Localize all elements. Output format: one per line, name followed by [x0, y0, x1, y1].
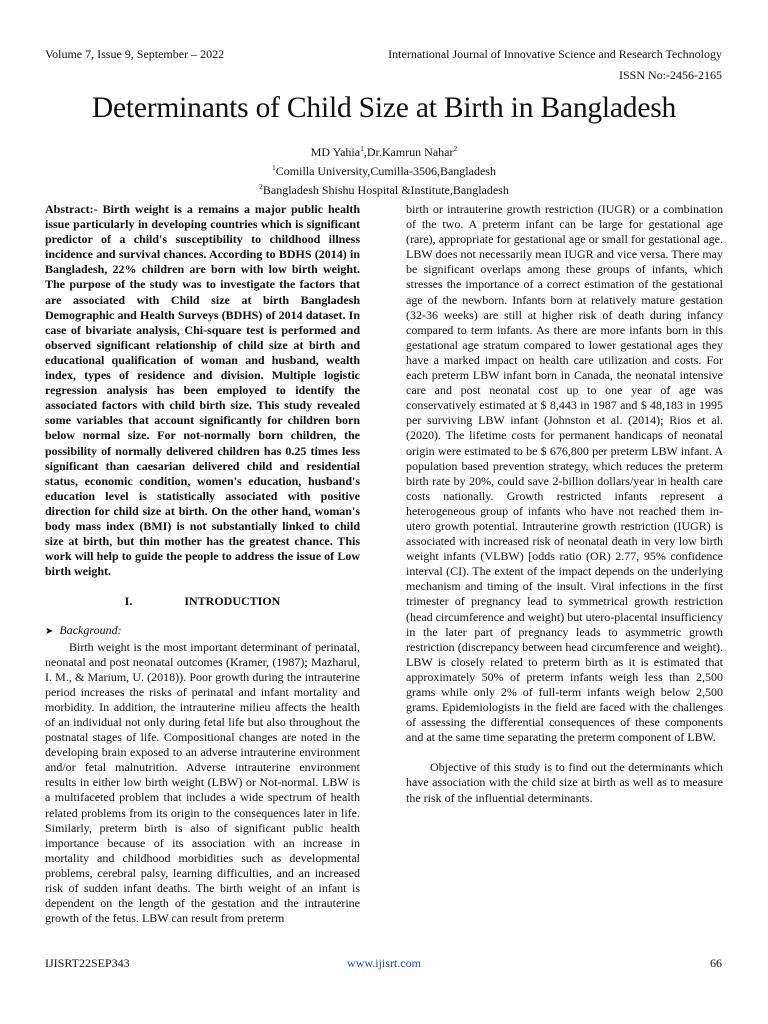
section-heading	[45, 594, 360, 609]
website-link[interactable]: www.ijisrt.com	[347, 956, 421, 970]
body-paragraph-1: Birth weight is the most important determinant of perinatal, neonatal and post neonatal outcomes (Kramer, (1987); Mazharul, I. M., & Marium, U. (2018)). Poor growth during the intrauterine period increases the risks of perinatal and infant mortality and morbidity. In addition, the intrauterine milieu affects the health of an individual not only during fetal life but also throughout the postnatal stages of life. Compositional changes are noted in the developing brain exposed to an adverse intrauterine environment and/or fetal malnutrition. Adverse intrauterine environment results in either low birth weight (LBW) or Not-normal. LBW is a multifaceted problem that includes a wide spectrum of health related problems from its origin to the consequences later in life. Similarly, preterm birth is also of significant public health importance because of its association with an increase in mortality and childhood morbidities such as developmental problems, cerebral palsy, learning difficulties, and an increased risk of sudden infant deaths. The birth weight of an infant is dependent on the length of the gestation and the intrauterine growth of the fetus. LBW can result from preterm	[45, 639, 360, 926]
affiliation-2	[0, 179, 768, 198]
paper-title: Determinants of Child Size at Birth in Bangladesh	[91, 92, 677, 124]
affiliation-1-text: Comilla University,Cumilla-3506,Bangladesh	[275, 164, 496, 178]
author-1-affil-mark: 1	[360, 144, 364, 153]
author-1: MD Yahia	[310, 145, 361, 159]
arrow-bullet-icon: ➤	[45, 626, 54, 638]
volume-info: Volume 7, Issue 9, September – 2022	[45, 47, 225, 61]
affiliation-1-mark: 1	[272, 163, 276, 172]
left-column	[45, 202, 360, 926]
body-paragraph-3: Objective of this study is to find out the determinants which have association with the child size at birth as well as to measure the risk of the influential determinants.	[406, 760, 723, 805]
body-paragraph-2: birth or intrauterine growth restriction (IUGR) or a combination of the two. A preterm infant can be large for gestational age (rare), appropriate for gestational age or small for gestational age. LBW does not necessarily mean IUGR and vice versa. There may be significant overlaps among these groups of infants, which stresses the importance of a correct estimation of the gestational age of the newborn. Infants born at relatively mature gestation (32-36 weeks) are still at higher risk of death during infancy compared to term infants. As there are more infants born in this gestational age stratum compared to lower gestational ages they have a marked impact on health care utilization and costs. For each preterm LBW infant born in Canada, the neonatal intensive care and post neonatal cost up to one year of age was conservatively estimated at $ 8,443 in 1987 and $ 48,183 in 1995 per surviving LBW infant (Johnston et al. (2014); Rios et al. (2020). The lifetime costs for permanent handicaps of neonatal origin were estimated to be $ 676,800 per preterm LBW infant. A population based prevention strategy, which reduces the preterm birth rate by 20%, could save 2-billion dollars/year in health care costs nationally. Growth restricted infants represent a heterogeneous group of infants who have not reached them in-utero growth potential. Intrauterine growth restriction (IUGR) is associated with increased risk of neonatal death in very low birth weight infants (VLBW) [odds ratio (OR) 2.77, 95% confidence interval (CI). The extent of the impact depends on the underlying mechanism and timing of the insult. Viral infections in the first trimester of pregnancy lead to symmetrical growth restriction (head circumference and weight) but utero-placental insufficiency in the later part of pregnancy leads to asymmetric growth restriction (discrepancy between head circumference and weight). LBW is closely related to preterm birth as it is estimated that approximately 50% of preterm infants weigh less than 2,500 grams while only 2% of full-term infants weigh below 2,500 grams. Epidemiologists in the field are faced with the challenges of assessing the differential consequences of these components and at the same time separating the preterm component of LBW.	[406, 202, 723, 745]
affiliation-2-mark: 2	[259, 182, 263, 191]
issn: ISSN No:-2456-2165	[618, 68, 722, 82]
subheading	[45, 623, 360, 639]
abstract: Abstract:- Birth weight is a remains a major public health issue particularly in developing countries which is significant predictor of a child's susceptibility to childhood illness incidence and survival chances. According to BDHS (2014) in Bangladesh, 22% children are born with low birth weight. The purpose of the study was to investigate the factors that are associated with Child size at birth Bangladesh Demographic and Health Surveys (BDHS) of 2014 dataset. In case of bivariate analysis, Chi-square test is performed and observed significant relationship of child size at birth and educational qualification of woman and husband, wealth index, types of residence and division. Multiple logistic regression analysis has been employed to identify the associated factors with child birth size. This study revealed some variables that account significantly for children born below normal size. For not-normally born children, the possibility of normally delivered children has 0.25 times less significant than caesarian delivered child and residential status, economic condition, women's education, husband's education level is statistically associated with positive direction for child size at birth. On the other hand, woman's body mass index (BMI) is not substantially linked to child size at birth, but thin mother has the greatest chance. This work will help to guide the people to address the issue of Low birth weight.	[45, 202, 360, 579]
paper-code: IJISRT22SEP343	[45, 956, 130, 970]
section-title: INTRODUCTION	[184, 594, 281, 609]
author-separator: ,	[363, 145, 367, 159]
page-number: 66	[710, 956, 722, 970]
journal-name: International Journal of Innovative Science and Research Technology	[388, 47, 722, 61]
right-column	[406, 202, 723, 806]
subheading-label: Background:	[59, 623, 122, 638]
author-block	[0, 141, 768, 198]
affiliation-2-text: Bangladesh Shishu Hospital &Institute,Bangladesh	[262, 183, 509, 197]
author-2: Dr.Kamrun Nahar	[366, 145, 454, 159]
author-line	[0, 141, 768, 160]
author-2-affil-mark: 2	[453, 144, 458, 153]
affiliation-1	[0, 160, 768, 179]
section-number: I.	[124, 594, 133, 609]
